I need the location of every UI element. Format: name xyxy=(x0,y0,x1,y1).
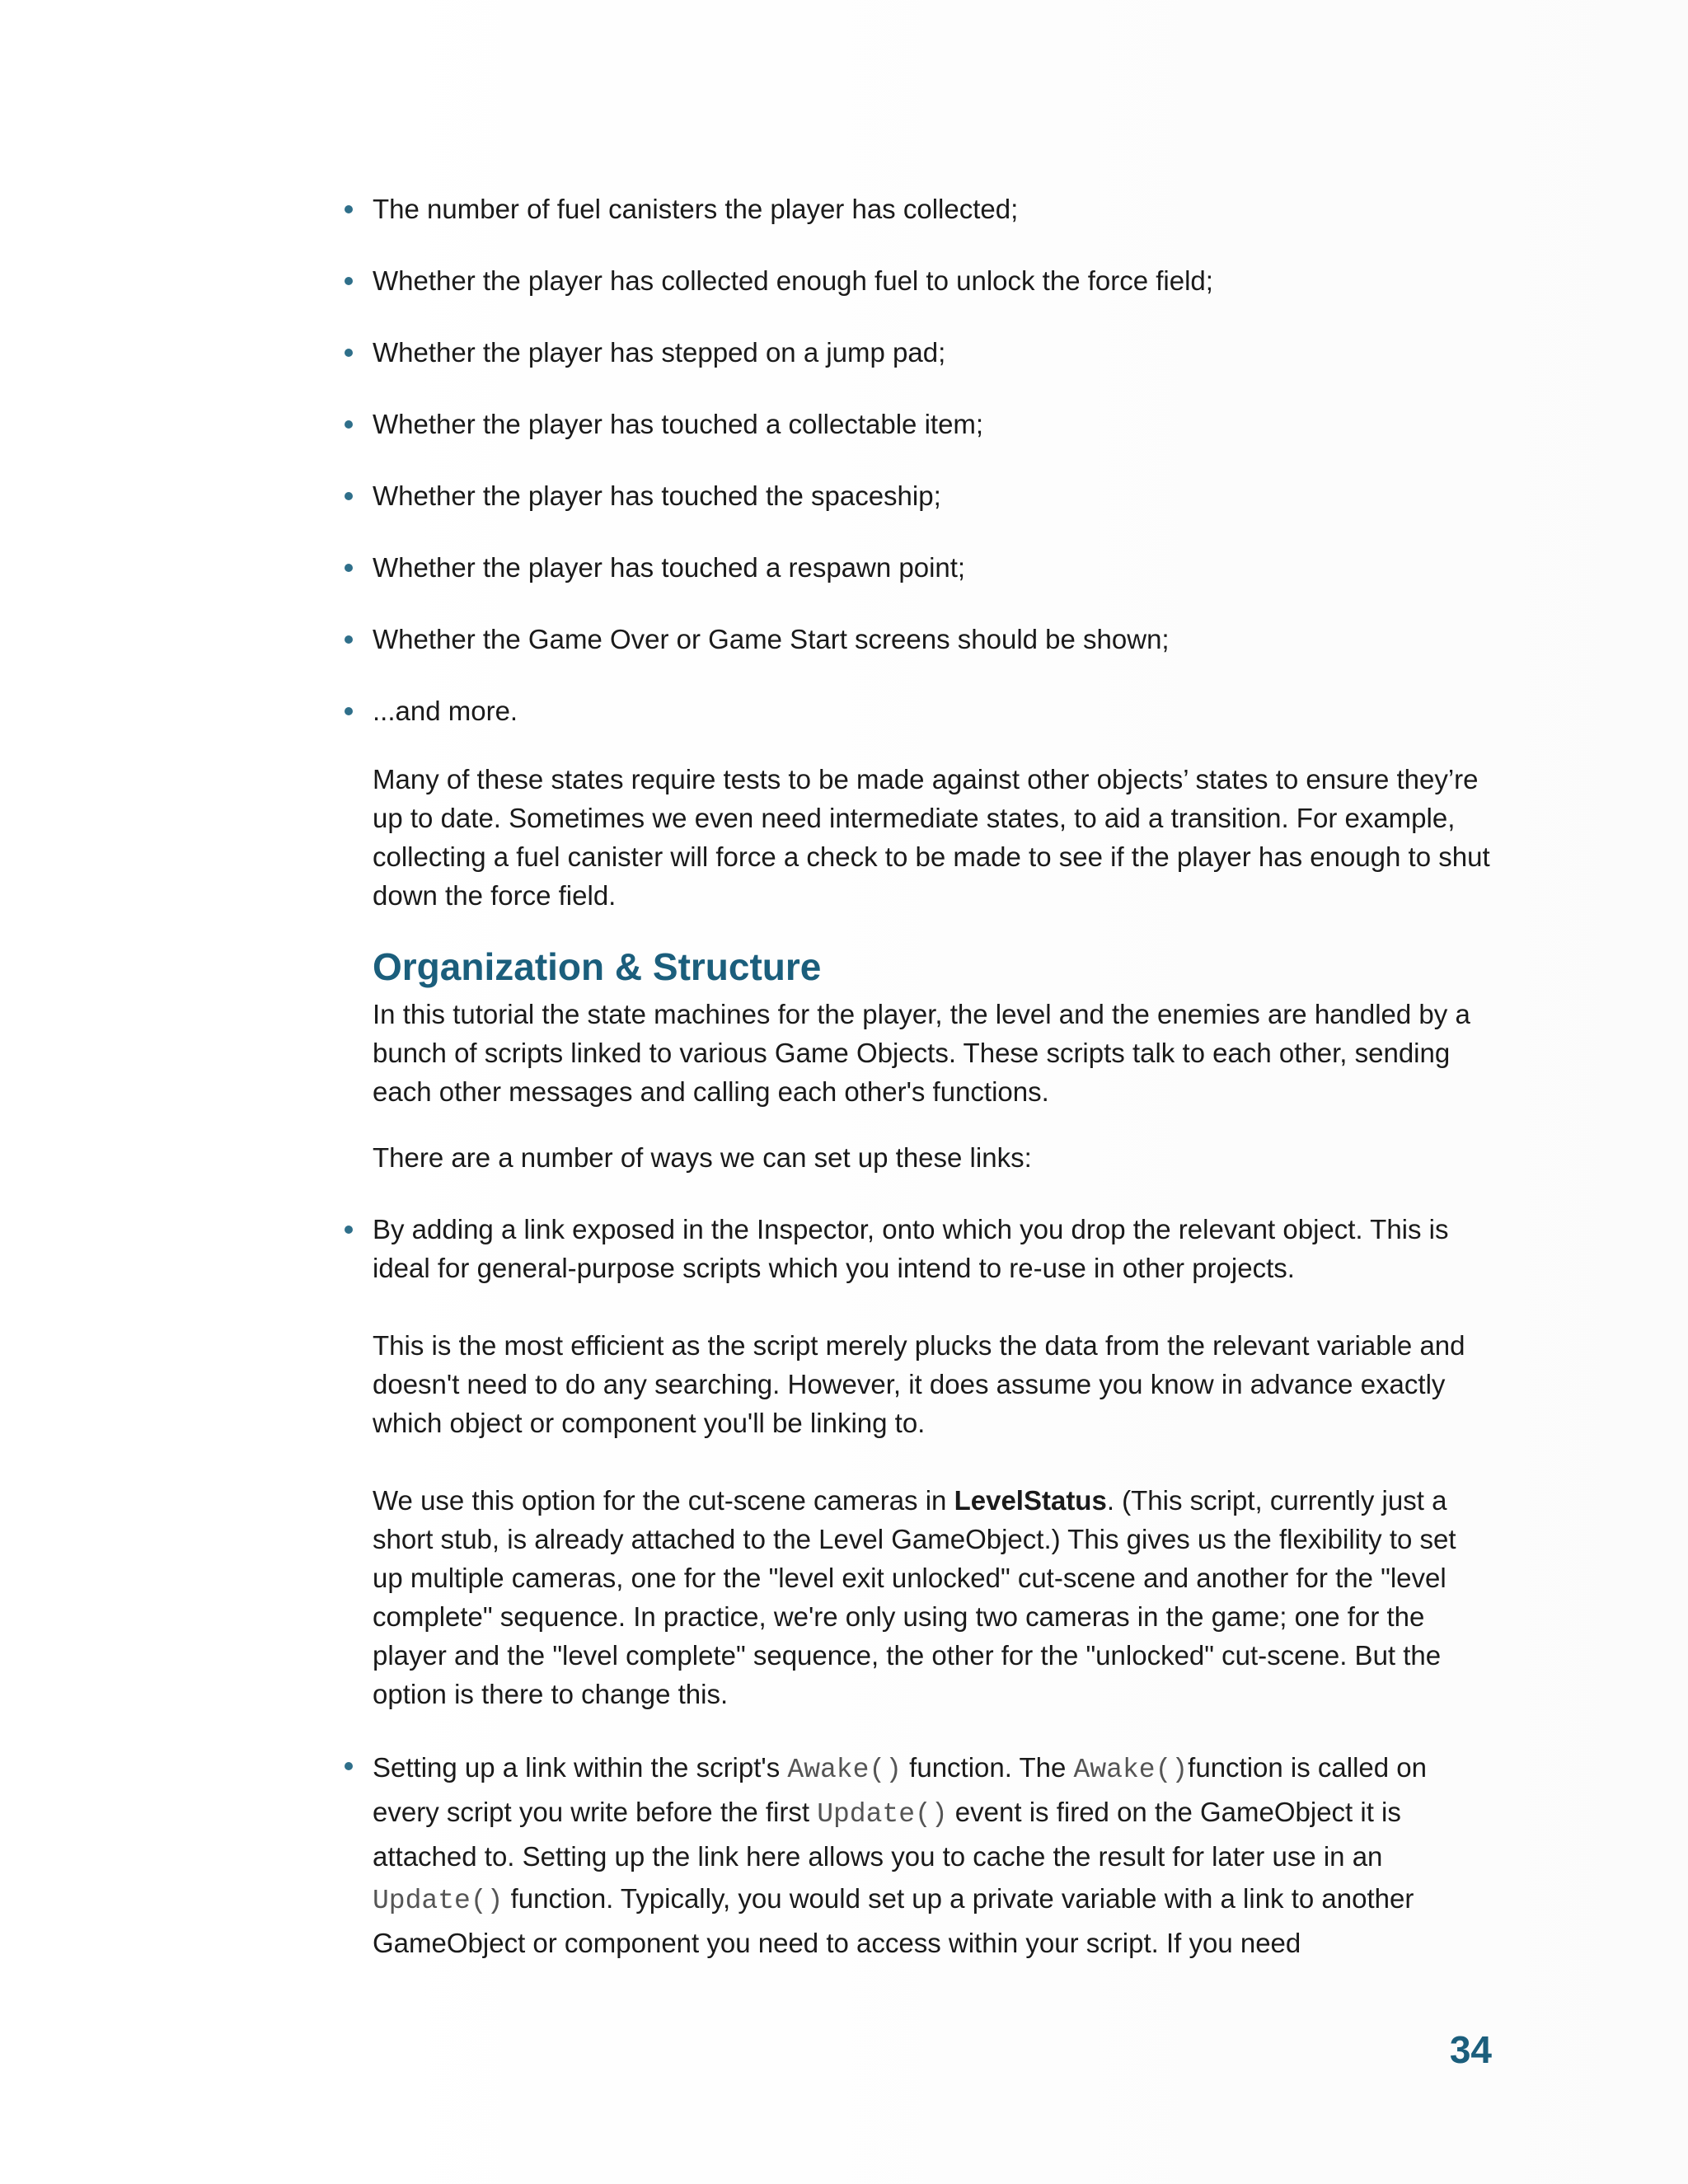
list-item-inspector xyxy=(373,1210,1493,1713)
states-paragraph: Many of these states require tests to be made against other objects’ states to ensure they’re up to date. Sometimes we even need intermediate states, to aid a transition. For example, collecting a fuel canister will force a check to be made to see if the player has enough to shut down the force field. xyxy=(373,764,1490,911)
state-list xyxy=(373,190,1493,730)
inspector-paragraph-2: This is the most efficient as the script merely plucks the data from the relevant variable and doesn't need to do any searching. However, it does assume you know in advance exactly which object or component you'll be linking to. xyxy=(373,1330,1465,1438)
bullet-icon xyxy=(345,349,353,357)
list-item: Whether the player has touched a collectable item; xyxy=(373,405,1493,443)
section-heading: Organization & Structure xyxy=(373,945,822,988)
list-item: Whether the player has touched the spaceship; xyxy=(373,476,1493,515)
bullet-icon xyxy=(345,1762,353,1770)
ways-paragraph: There are a number of ways we can set up these links: xyxy=(373,1142,1032,1173)
code-update: Update() xyxy=(817,1799,948,1830)
list-item: Whether the player has collected enough fuel to unlock the force field; xyxy=(373,261,1493,300)
page-number: 34 xyxy=(1449,2028,1492,2071)
bullet-icon xyxy=(345,205,353,213)
intro-paragraph: In this tutorial the state machines for the player, the level and the enemies are handled by a bunch of scripts linked to various Game Objects. These scripts talk to each other, sending each other messages and calling each other's functions. xyxy=(373,999,1470,1107)
bullet-icon xyxy=(345,635,353,644)
page-content xyxy=(373,190,1493,1997)
list-item-awake xyxy=(373,1746,1493,1964)
list-item: Whether the Game Over or Game Start screens should be shown; xyxy=(373,620,1493,658)
code-update: Update() xyxy=(373,1886,504,1916)
bullet-icon xyxy=(345,564,353,572)
code-awake: Awake() xyxy=(1073,1755,1189,1785)
bullet-icon xyxy=(345,277,353,285)
list-item: The number of fuel canisters the player has collected; xyxy=(373,190,1493,228)
inspector-paragraph-3: We use this option for the cut-scene cameras in LevelStatus. (This script, currently just a short stub, is already attached to the Level GameObject.) This gives us the flexibility to set up multiple cameras, one for the "level exit unlocked" cut-scene and another for the "level complete" sequence. In practice, we're only using two cameras in the game; one for the player and the "level complete" sequence, the other for the "unlocked" cut-scene. But the option is there to change this. xyxy=(373,1485,1456,1709)
bullet-icon xyxy=(345,492,353,500)
levelstatus-term: LevelStatus xyxy=(954,1485,1107,1516)
bullet-icon xyxy=(345,1226,353,1234)
awake-paragraph: Setting up a link within the script's Awake() function. The Awake()function is called on every script you write before the first Update() event is fired on the GameObject it is attached to. Setting up the link here allows you to cache the result for later use in an Update() function. Typically, you would set up a private variable with a link to another GameObject or component you need to access within your script. If you need xyxy=(373,1752,1428,1958)
list-item: Whether the player has stepped on a jump pad; xyxy=(373,333,1493,372)
bullet-icon xyxy=(345,707,353,715)
inspector-paragraph-1: By adding a link exposed in the Inspector, onto which you drop the relevant object. This is ideal for general-purpose scripts which you intend to re-use in other projects. xyxy=(373,1214,1449,1283)
bullet-icon xyxy=(345,420,353,429)
code-awake: Awake() xyxy=(787,1755,903,1785)
list-item: Whether the player has touched a respawn point; xyxy=(373,548,1493,587)
list-item: ...and more. xyxy=(373,691,1493,730)
